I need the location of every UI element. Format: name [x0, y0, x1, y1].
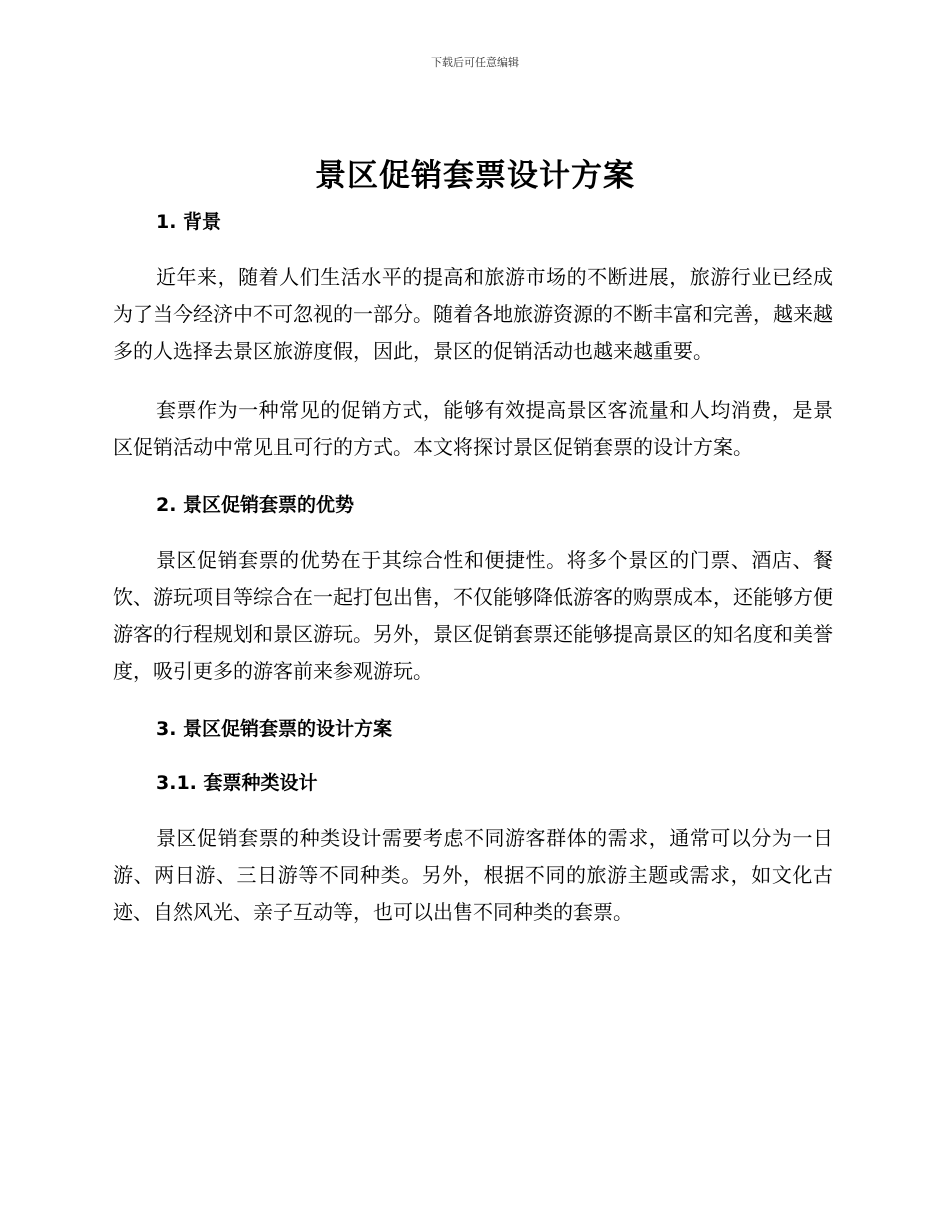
- section-ticket-types: [113, 766, 833, 931]
- subsection-heading: 3.1. 套票种类设计: [156, 772, 318, 794]
- section-background: [113, 205, 833, 488]
- document-body: [113, 205, 833, 931]
- section-heading: 2. 景区促销套票的优势: [156, 494, 355, 516]
- paragraph: 套票作为一种常见的促销方式，能够有效提高景区客流量和人均消费，是景区促销活动中常见且可行的方式。本文将探讨景区促销套票的设计方案。: [113, 398, 833, 459]
- header-note: 下载后可任意编辑: [431, 56, 519, 69]
- section-advantages: [113, 488, 833, 712]
- section-design-plan: [113, 712, 833, 766]
- paragraph: 景区促销套票的优势在于其综合性和便捷性。将多个景区的门票、酒店、餐饮、游玩项目等综合在一起打包出售，不仅能够降低游客的购票成本，还能够方便游客的行程规划和景区游玩。另外，景区促销套票还能够提高景区的知名度和美誉度，吸引更多的游客前来参观游玩。: [113, 548, 833, 683]
- section-heading: 1. 背景: [156, 211, 222, 233]
- document-title: 景区促销套票设计方案: [315, 158, 635, 194]
- section-heading: 3. 景区促销套票的设计方案: [156, 718, 393, 740]
- paragraph: 近年来，随着人们生活水平的提高和旅游市场的不断进展，旅游行业已经成为了当今经济中不可忽视的一部分。随着各地旅游资源的不断丰富和完善，越来越多的人选择去景区旅游度假，因此，景区的促销活动也越来越重要。: [113, 265, 833, 363]
- paragraph: 景区促销套票的种类设计需要考虑不同游客群体的需求，通常可以分为一日游、两日游、三日游等不同种类。另外，根据不同的旅游主题或需求，如文化古迹、自然风光、亲子互动等，也可以出售不同种类的套票。: [113, 826, 833, 924]
